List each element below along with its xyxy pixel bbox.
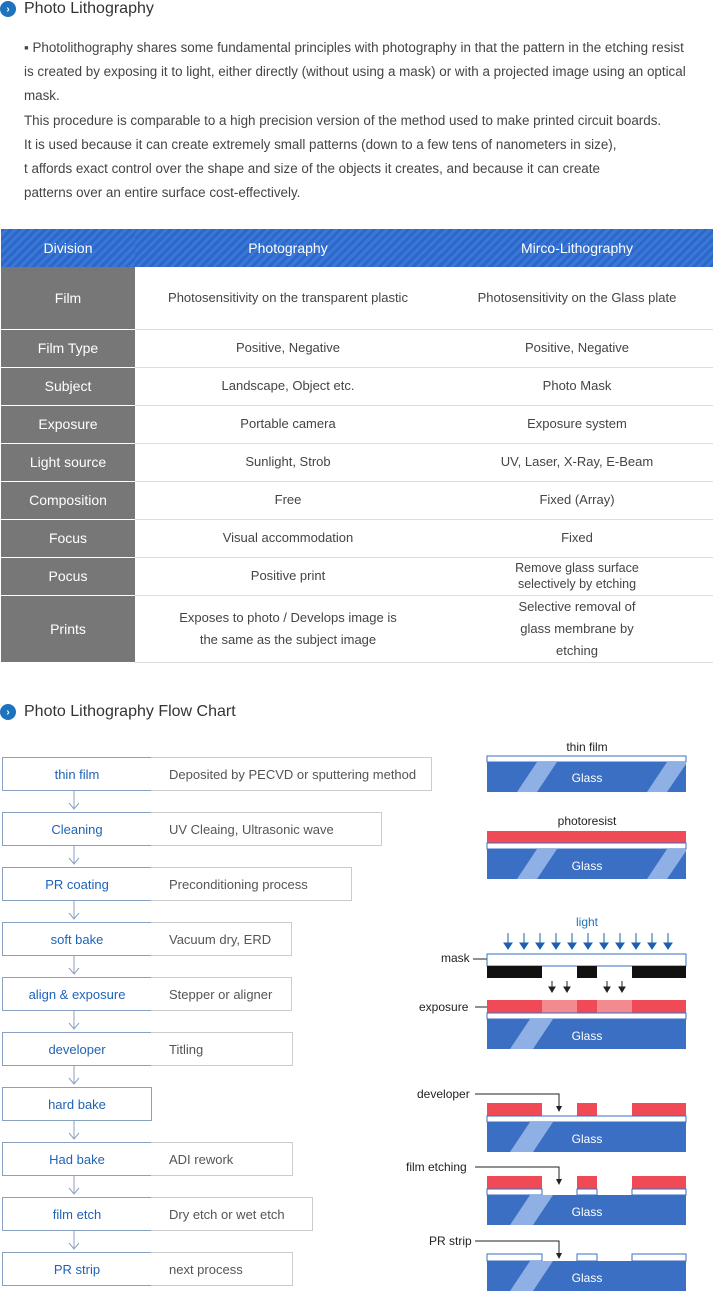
row-division: Focus xyxy=(1,519,135,557)
label-photoresist: photoresist xyxy=(557,814,617,828)
row-photography: Positive print xyxy=(135,557,441,595)
flow-step-desc: next process xyxy=(151,1252,293,1286)
intro-paragraph: t affords exact control over the shape and size of the objects it creates, and because it can create xyxy=(24,161,600,177)
row-division: Exposure xyxy=(1,405,135,443)
row-micro: Remove glass surface selectively by etching xyxy=(441,557,713,595)
table-row xyxy=(1,519,713,557)
stack-developer xyxy=(487,1103,686,1152)
stack-pr-strip xyxy=(487,1254,686,1291)
section-title-flow-chart xyxy=(0,703,236,721)
intro-text xyxy=(24,36,694,205)
table-row xyxy=(1,557,713,595)
flow-step: soft bake xyxy=(2,922,152,956)
row-photography: Portable camera xyxy=(135,405,441,443)
stack-film-etching xyxy=(487,1176,686,1225)
flow-step: developer xyxy=(2,1032,152,1066)
row-micro: Selective removal of glass membrane by etching xyxy=(441,595,713,662)
row-micro: Positive, Negative xyxy=(441,329,713,367)
section-title-text: Photo Lithography xyxy=(24,0,154,17)
row-micro: UV, Laser, X-Ray, E-Beam xyxy=(441,443,713,481)
mask xyxy=(487,954,686,978)
flow-step: Cleaning xyxy=(2,812,152,846)
row-division: Film xyxy=(1,267,135,329)
table-row xyxy=(1,367,713,405)
row-division: Prints xyxy=(1,595,135,662)
row-photography: Landscape, Object etc. xyxy=(135,367,441,405)
arrow-down-icon xyxy=(67,1121,81,1141)
label-thin-film: thin film xyxy=(566,740,608,754)
row-division: Composition xyxy=(1,481,135,519)
flow-step: Had bake xyxy=(2,1142,152,1176)
flow-step: thin film xyxy=(2,757,152,791)
label-glass: Glass xyxy=(571,1205,603,1219)
row-micro: Exposure system xyxy=(441,405,713,443)
flow-step-desc: Preconditioning process xyxy=(151,867,352,901)
header-division: Division xyxy=(1,229,135,267)
table-header-row xyxy=(1,229,713,267)
arrow-down-icon xyxy=(67,956,81,976)
row-photography: Photosensitivity on the transparent plastic xyxy=(135,267,441,329)
flow-step: PR coating xyxy=(2,867,152,901)
header-micro-lithography: Mirco-Lithography xyxy=(441,229,713,267)
flow-step-desc: Titling xyxy=(151,1032,293,1066)
row-photography: Positive, Negative xyxy=(135,329,441,367)
label-developer: developer xyxy=(417,1087,470,1101)
arrow-down-icon xyxy=(67,1176,81,1196)
light-arrows-icon xyxy=(504,933,672,949)
row-photography: Exposes to photo / Develops image is the same as the subject image xyxy=(135,595,441,662)
flow-step: film etch xyxy=(2,1197,152,1231)
table-row xyxy=(1,595,713,662)
row-micro: Photo Mask xyxy=(441,367,713,405)
label-glass: Glass xyxy=(571,1271,603,1285)
label-exposure: exposure xyxy=(419,1000,469,1014)
table-row xyxy=(1,329,713,367)
chevron-right-icon: › xyxy=(0,704,16,720)
intro-paragraph: patterns over an entire surface cost-effectively. xyxy=(24,185,301,201)
flow-step-desc: UV Cleaing, Ultrasonic wave xyxy=(151,812,382,846)
row-micro: Photosensitivity on the Glass plate xyxy=(441,267,713,329)
row-photography: Free xyxy=(135,481,441,519)
flow-step-desc: Deposited by PECVD or sputtering method xyxy=(151,757,432,791)
table-row xyxy=(1,481,713,519)
label-glass: Glass xyxy=(571,771,603,785)
arrow-down-icon xyxy=(67,1011,81,1031)
intro-paragraph: It is used because it can create extremely small patterns (down to a few tens of nanometers in size), xyxy=(24,136,617,152)
arrow-down-icon xyxy=(67,791,81,811)
intro-paragraph: This procedure is comparable to a high precision version of the method used to make printed circuit boards. xyxy=(24,112,662,128)
stack-photoresist xyxy=(487,831,686,879)
arrow-down-icon xyxy=(67,901,81,921)
comparison-table xyxy=(1,229,713,663)
label-glass: Glass xyxy=(571,1132,603,1146)
row-division: Light source xyxy=(1,443,135,481)
intro-paragraph: ▪ Photolithography shares some fundamental principles with photography in that the pattern in the etching resist is created by exposing it to light, either directly (without using a mask) or with a projected image using an optical mask. xyxy=(24,40,686,104)
table-row xyxy=(1,405,713,443)
table-row xyxy=(1,267,713,329)
label-glass: Glass xyxy=(571,859,603,873)
row-micro: Fixed (Array) xyxy=(441,481,713,519)
arrow-down-icon xyxy=(67,846,81,866)
label-pr-strip: PR strip xyxy=(429,1234,472,1248)
row-division: Pocus xyxy=(1,557,135,595)
flow-step-desc: Vacuum dry, ERD xyxy=(151,922,292,956)
label-mask: mask xyxy=(441,951,470,965)
stack-thin-film xyxy=(487,756,686,792)
arrow-down-icon xyxy=(67,1231,81,1251)
table-row xyxy=(1,443,713,481)
label-light: light xyxy=(575,915,599,929)
section-title-text: Photo Lithography Flow Chart xyxy=(24,703,236,720)
chevron-right-icon: › xyxy=(0,1,16,17)
label-film-etching: film etching xyxy=(406,1160,467,1174)
light-through-mask-icon xyxy=(549,981,625,992)
row-micro: Fixed xyxy=(441,519,713,557)
flow-step-desc: Stepper or aligner xyxy=(151,977,292,1011)
row-division: Subject xyxy=(1,367,135,405)
flow-step-desc: ADI rework xyxy=(151,1142,293,1176)
header-photography: Photography xyxy=(135,229,441,267)
row-photography: Sunlight, Strob xyxy=(135,443,441,481)
label-glass: Glass xyxy=(571,1029,603,1043)
section-title-photo-lithography xyxy=(0,0,154,18)
row-photography: Visual accommodation xyxy=(135,519,441,557)
flow-step: hard bake xyxy=(2,1087,152,1121)
flow-step-desc: Dry etch or wet etch xyxy=(151,1197,313,1231)
flow-step: align & exposure xyxy=(2,977,152,1011)
arrow-down-icon xyxy=(67,1066,81,1086)
process-diagram xyxy=(395,730,713,1295)
stack-exposure xyxy=(487,1000,686,1049)
row-division: Film Type xyxy=(1,329,135,367)
flow-step: PR strip xyxy=(2,1252,152,1286)
